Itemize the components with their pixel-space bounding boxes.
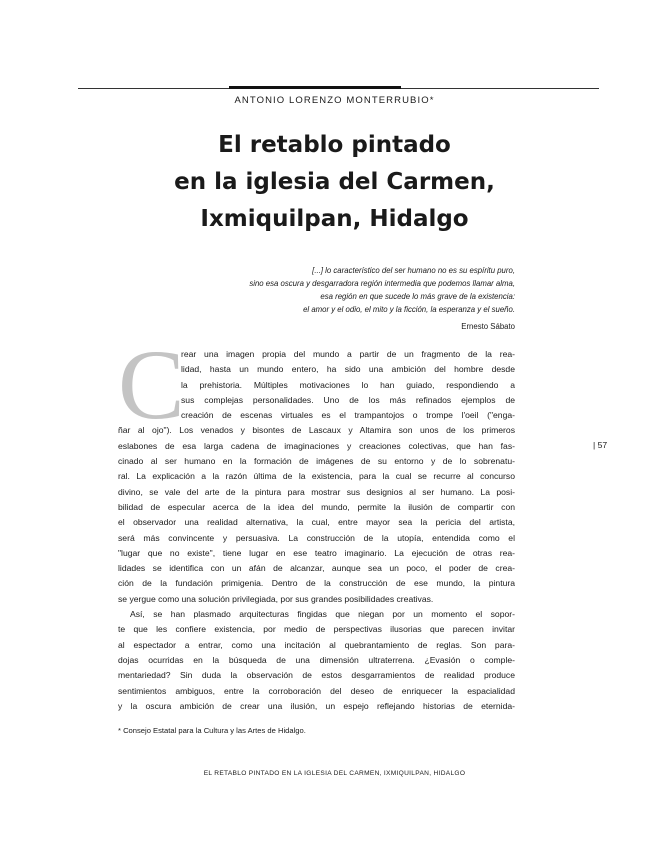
body-line: rear una imagen propia del mundo a partir de un fragmento de la rea- (181, 349, 515, 359)
body-line: dojas ocurridas en la búsqueda de una dimensión ultraterrena. ¿Evasión o comple- (118, 654, 515, 665)
title-line: en la iglesia del Carmen, (174, 169, 495, 195)
body-line: ral. La explicación a la razón última de la existencia, para la cual se recurre al concurso (118, 471, 515, 482)
body-line: lidades se identifica con un afán de alcanzar, aunque sea un poco, el poder de crea- (118, 563, 515, 574)
body-line: eslabones de esa larga cadena de imaginaciones y creaciones colectivas, que han fas- (118, 440, 515, 451)
epigraph-line: esa región en que sucede lo más grave de la existencia: (320, 292, 515, 301)
body-line: cinado al ser humano en la formación de imágenes de su entorno y de lo sobrenatu- (118, 456, 515, 467)
epigraph-author: Ernesto Sábato (461, 322, 515, 331)
body-line: la prehistoria. Múltiples motivaciones lo han guiado, respondiendo a (181, 379, 515, 390)
body-line: "lugar que no existe", tiene lugar en ese teatro imaginario. La ejecución de otras rea- (118, 547, 515, 558)
drop-cap: C (118, 329, 185, 440)
body-line: ción de la fundación primigenia. Dentro de la construcción de ese mundo, la pintura (118, 578, 515, 589)
epigraph-line: [...] lo característico del ser humano no es su espíritu puro, (312, 266, 515, 275)
page-number: | 57 (593, 440, 608, 450)
body-line: será más convincente y persuasiva. La construcción de la utopía, entendida como el (118, 532, 515, 543)
epigraph-line: el amor y el odio, el mito y la ficción, la esperanza y el sueño. (303, 305, 515, 314)
body-line: creación de escenas virtuales es el trampantojos o trompe l'oeil ("enga- (181, 410, 515, 421)
body-line: lidad, hasta un mundo entero, ha sido una ambición del hombre desde (181, 364, 515, 375)
body-line: divino, se vale del arte de la pintura para mostrar sus designios al ser humano. La posi- (118, 486, 515, 497)
body-line: el observador una realidad alternativa, la cual, entre mayor sea la pericia del artista, (118, 517, 515, 528)
body-line: te que les confiere existencia, por medio de perspectivas ilusorias que parecen invitar (118, 624, 515, 635)
title-line: Ixmiquilpan, Hidalgo (200, 206, 469, 232)
body-line: mentariedad? Sin duda la observación de estos desgarramientos de realidad produce (118, 670, 515, 681)
body-line: y la oscura ambición de crear una ilusión, un espejo reflejando historias de eternida- (118, 700, 515, 711)
running-footer: EL RETABLO PINTADO EN LA IGLESIA DEL CARMEN, IXMIQUILPAN, HIDALGO (203, 770, 466, 777)
article-title (0, 127, 669, 238)
title-line: El retablo pintado (218, 132, 451, 158)
footnote: * Consejo Estatal para la Cultura y las Artes de Hidalgo. (118, 726, 306, 735)
body-line: sentimientos ambiguos, entre la corroboración del deseo de enriquecer la espacialidad (118, 685, 515, 696)
body-line: se yergue como una solución privilegiada, por sus grandes posibilidades creativas. (118, 593, 434, 604)
epigraph (195, 264, 515, 316)
body-line: sus complejas personalidades. Uno de los más refinados ejemplos de (181, 394, 515, 405)
top-rule-accent (229, 86, 401, 89)
body-line: bilidad de especular acerca de la idea del mundo, permite la ilusión de compartir con (118, 501, 515, 512)
body-text (118, 347, 515, 714)
author-name: ANTONIO LORENZO MONTERRUBIO* (234, 95, 435, 106)
body-line: Así, se han plasmado arquitecturas fingidas que niegan por un momento el sopor- (130, 609, 515, 620)
body-line: ñar al ojo"). Los venados y bisontes de Lascaux y Altamira son unos de los primeros (118, 425, 515, 436)
epigraph-line: sino esa oscura y desgarradora región intermedia que podemos llamar alma, (249, 279, 515, 288)
body-line: al espectador a entrar, como una incitación al quebrantamiento de reglas. Son para- (118, 639, 515, 650)
